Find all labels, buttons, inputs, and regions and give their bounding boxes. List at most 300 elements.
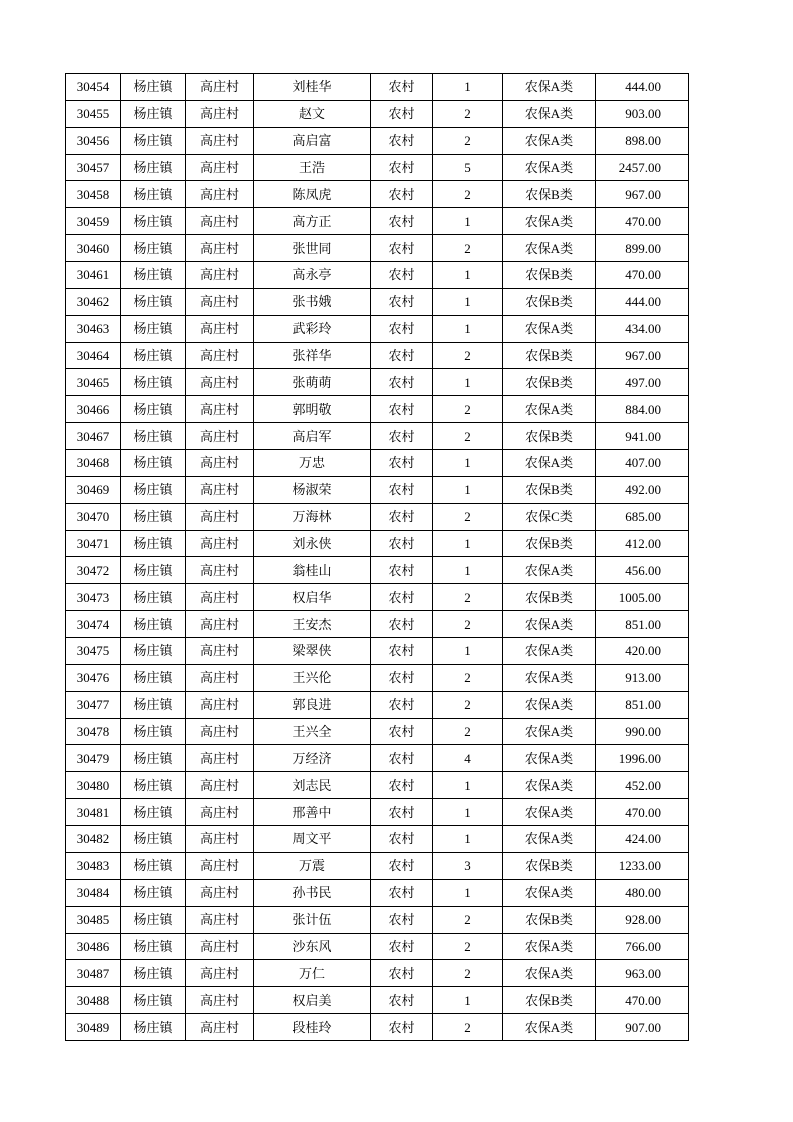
cell-category: 农保A类 [503, 315, 596, 342]
cell-amount: 907.00 [596, 1014, 689, 1041]
cell-amount: 928.00 [596, 906, 689, 933]
cell-town: 杨庄镇 [121, 396, 186, 423]
cell-amount: 884.00 [596, 396, 689, 423]
cell-name: 万海林 [254, 503, 371, 530]
cell-amount: 685.00 [596, 503, 689, 530]
cell-category: 农保A类 [503, 638, 596, 665]
cell-type: 农村 [371, 960, 433, 987]
cell-village: 高庄村 [186, 127, 254, 154]
cell-town: 杨庄镇 [121, 557, 186, 584]
cell-count: 2 [433, 181, 503, 208]
cell-amount: 492.00 [596, 476, 689, 503]
cell-id: 30477 [66, 691, 121, 718]
cell-town: 杨庄镇 [121, 450, 186, 477]
cell-name: 梁翠侠 [254, 638, 371, 665]
cell-amount: 898.00 [596, 127, 689, 154]
cell-amount: 903.00 [596, 100, 689, 127]
cell-name: 沙东风 [254, 933, 371, 960]
cell-count: 2 [433, 1014, 503, 1041]
cell-count: 1 [433, 476, 503, 503]
cell-name: 郭明敬 [254, 396, 371, 423]
cell-id: 30474 [66, 611, 121, 638]
cell-name: 高永亭 [254, 262, 371, 289]
cell-name: 陈凤虎 [254, 181, 371, 208]
cell-amount: 851.00 [596, 691, 689, 718]
cell-town: 杨庄镇 [121, 799, 186, 826]
cell-name: 张书娥 [254, 288, 371, 315]
cell-name: 高启军 [254, 423, 371, 450]
cell-count: 1 [433, 799, 503, 826]
cell-category: 农保B类 [503, 262, 596, 289]
cell-id: 30482 [66, 826, 121, 853]
cell-category: 农保B类 [503, 369, 596, 396]
cell-amount: 766.00 [596, 933, 689, 960]
cell-id: 30483 [66, 852, 121, 879]
cell-town: 杨庄镇 [121, 584, 186, 611]
cell-type: 农村 [371, 745, 433, 772]
table-row [66, 315, 689, 342]
cell-name: 赵文 [254, 100, 371, 127]
cell-town: 杨庄镇 [121, 127, 186, 154]
cell-count: 2 [433, 503, 503, 530]
cell-name: 权启美 [254, 987, 371, 1014]
table-row [66, 799, 689, 826]
cell-village: 高庄村 [186, 315, 254, 342]
cell-category: 农保B类 [503, 423, 596, 450]
cell-name: 郭良进 [254, 691, 371, 718]
cell-type: 农村 [371, 987, 433, 1014]
cell-village: 高庄村 [186, 745, 254, 772]
table-row [66, 235, 689, 262]
cell-amount: 470.00 [596, 262, 689, 289]
cell-category: 农保A类 [503, 826, 596, 853]
cell-count: 2 [433, 960, 503, 987]
cell-category: 农保A类 [503, 1014, 596, 1041]
cell-village: 高庄村 [186, 584, 254, 611]
cell-id: 30488 [66, 987, 121, 1014]
cell-id: 30480 [66, 772, 121, 799]
cell-town: 杨庄镇 [121, 745, 186, 772]
cell-town: 杨庄镇 [121, 879, 186, 906]
cell-category: 农保A类 [503, 74, 596, 101]
cell-town: 杨庄镇 [121, 315, 186, 342]
cell-village: 高庄村 [186, 154, 254, 181]
cell-count: 2 [433, 127, 503, 154]
cell-type: 农村 [371, 906, 433, 933]
cell-category: 农保A类 [503, 557, 596, 584]
cell-town: 杨庄镇 [121, 852, 186, 879]
cell-id: 30472 [66, 557, 121, 584]
cell-category: 农保A类 [503, 664, 596, 691]
cell-type: 农村 [371, 638, 433, 665]
cell-type: 农村 [371, 369, 433, 396]
cell-village: 高庄村 [186, 450, 254, 477]
cell-town: 杨庄镇 [121, 638, 186, 665]
cell-type: 农村 [371, 450, 433, 477]
cell-count: 1 [433, 772, 503, 799]
cell-village: 高庄村 [186, 181, 254, 208]
cell-name: 孙书民 [254, 879, 371, 906]
cell-id: 30454 [66, 74, 121, 101]
cell-category: 农保A类 [503, 235, 596, 262]
cell-village: 高庄村 [186, 826, 254, 853]
cell-amount: 480.00 [596, 879, 689, 906]
cell-amount: 963.00 [596, 960, 689, 987]
cell-name: 翁桂山 [254, 557, 371, 584]
table-row [66, 960, 689, 987]
cell-amount: 1005.00 [596, 584, 689, 611]
table-row [66, 879, 689, 906]
cell-count: 1 [433, 826, 503, 853]
cell-name: 高方正 [254, 208, 371, 235]
cell-type: 农村 [371, 315, 433, 342]
table-row [66, 718, 689, 745]
cell-count: 3 [433, 852, 503, 879]
cell-name: 杨淑荣 [254, 476, 371, 503]
cell-name: 王安杰 [254, 611, 371, 638]
cell-name: 万震 [254, 852, 371, 879]
cell-id: 30473 [66, 584, 121, 611]
cell-village: 高庄村 [186, 852, 254, 879]
cell-id: 30461 [66, 262, 121, 289]
table-row [66, 638, 689, 665]
cell-id: 30466 [66, 396, 121, 423]
cell-type: 农村 [371, 423, 433, 450]
cell-type: 农村 [371, 611, 433, 638]
table-row [66, 745, 689, 772]
cell-town: 杨庄镇 [121, 906, 186, 933]
cell-village: 高庄村 [186, 503, 254, 530]
cell-village: 高庄村 [186, 987, 254, 1014]
cell-name: 邢善中 [254, 799, 371, 826]
cell-category: 农保A类 [503, 933, 596, 960]
cell-amount: 452.00 [596, 772, 689, 799]
cell-category: 农保B类 [503, 181, 596, 208]
cell-village: 高庄村 [186, 1014, 254, 1041]
cell-town: 杨庄镇 [121, 933, 186, 960]
cell-id: 30457 [66, 154, 121, 181]
cell-type: 农村 [371, 288, 433, 315]
cell-category: 农保B类 [503, 288, 596, 315]
cell-category: 农保A类 [503, 100, 596, 127]
cell-category: 农保A类 [503, 799, 596, 826]
table-row [66, 933, 689, 960]
cell-village: 高庄村 [186, 369, 254, 396]
table-row [66, 772, 689, 799]
cell-type: 农村 [371, 235, 433, 262]
cell-count: 1 [433, 74, 503, 101]
cell-village: 高庄村 [186, 906, 254, 933]
cell-category: 农保A类 [503, 208, 596, 235]
cell-type: 农村 [371, 342, 433, 369]
cell-id: 30456 [66, 127, 121, 154]
table-row [66, 74, 689, 101]
cell-village: 高庄村 [186, 342, 254, 369]
table-row [66, 396, 689, 423]
cell-category: 农保A类 [503, 154, 596, 181]
cell-town: 杨庄镇 [121, 154, 186, 181]
cell-type: 农村 [371, 396, 433, 423]
cell-town: 杨庄镇 [121, 772, 186, 799]
table-row [66, 691, 689, 718]
cell-category: 农保B类 [503, 906, 596, 933]
cell-village: 高庄村 [186, 638, 254, 665]
cell-type: 农村 [371, 664, 433, 691]
cell-name: 王兴伦 [254, 664, 371, 691]
cell-type: 农村 [371, 208, 433, 235]
cell-amount: 470.00 [596, 799, 689, 826]
cell-category: 农保A类 [503, 960, 596, 987]
cell-name: 张萌萌 [254, 369, 371, 396]
cell-village: 高庄村 [186, 423, 254, 450]
cell-town: 杨庄镇 [121, 611, 186, 638]
cell-village: 高庄村 [186, 933, 254, 960]
cell-amount: 913.00 [596, 664, 689, 691]
cell-amount: 851.00 [596, 611, 689, 638]
table-row [66, 584, 689, 611]
cell-amount: 424.00 [596, 826, 689, 853]
table-row [66, 100, 689, 127]
cell-count: 2 [433, 100, 503, 127]
data-table [65, 73, 689, 1041]
table-row [66, 208, 689, 235]
table-row [66, 127, 689, 154]
cell-town: 杨庄镇 [121, 718, 186, 745]
cell-village: 高庄村 [186, 74, 254, 101]
cell-name: 王兴全 [254, 718, 371, 745]
cell-count: 2 [433, 664, 503, 691]
cell-id: 30475 [66, 638, 121, 665]
cell-village: 高庄村 [186, 772, 254, 799]
cell-id: 30487 [66, 960, 121, 987]
cell-amount: 444.00 [596, 74, 689, 101]
cell-name: 刘志民 [254, 772, 371, 799]
cell-count: 2 [433, 611, 503, 638]
table-row [66, 906, 689, 933]
cell-id: 30470 [66, 503, 121, 530]
cell-amount: 412.00 [596, 530, 689, 557]
cell-village: 高庄村 [186, 530, 254, 557]
cell-amount: 470.00 [596, 208, 689, 235]
table-row [66, 423, 689, 450]
cell-town: 杨庄镇 [121, 503, 186, 530]
table-body [66, 74, 689, 1041]
cell-id: 30463 [66, 315, 121, 342]
table-row [66, 530, 689, 557]
cell-village: 高庄村 [186, 235, 254, 262]
cell-type: 农村 [371, 503, 433, 530]
cell-name: 周文平 [254, 826, 371, 853]
cell-village: 高庄村 [186, 208, 254, 235]
cell-category: 农保A类 [503, 450, 596, 477]
cell-type: 农村 [371, 772, 433, 799]
cell-id: 30458 [66, 181, 121, 208]
cell-category: 农保B类 [503, 852, 596, 879]
cell-town: 杨庄镇 [121, 369, 186, 396]
cell-amount: 1233.00 [596, 852, 689, 879]
cell-village: 高庄村 [186, 718, 254, 745]
cell-id: 30484 [66, 879, 121, 906]
cell-type: 农村 [371, 476, 433, 503]
cell-category: 农保A类 [503, 772, 596, 799]
cell-type: 农村 [371, 826, 433, 853]
cell-amount: 967.00 [596, 342, 689, 369]
cell-type: 农村 [371, 718, 433, 745]
cell-count: 2 [433, 718, 503, 745]
cell-name: 张祥华 [254, 342, 371, 369]
cell-category: 农保A类 [503, 718, 596, 745]
cell-id: 30468 [66, 450, 121, 477]
cell-village: 高庄村 [186, 799, 254, 826]
cell-village: 高庄村 [186, 960, 254, 987]
cell-type: 农村 [371, 74, 433, 101]
cell-name: 万经济 [254, 745, 371, 772]
table-row [66, 450, 689, 477]
cell-count: 2 [433, 235, 503, 262]
cell-type: 农村 [371, 1014, 433, 1041]
cell-id: 30481 [66, 799, 121, 826]
cell-count: 1 [433, 208, 503, 235]
cell-name: 张计伍 [254, 906, 371, 933]
cell-town: 杨庄镇 [121, 530, 186, 557]
cell-id: 30485 [66, 906, 121, 933]
cell-village: 高庄村 [186, 396, 254, 423]
cell-type: 农村 [371, 262, 433, 289]
cell-amount: 1996.00 [596, 745, 689, 772]
cell-town: 杨庄镇 [121, 826, 186, 853]
cell-category: 农保B类 [503, 987, 596, 1014]
cell-id: 30464 [66, 342, 121, 369]
cell-count: 1 [433, 879, 503, 906]
cell-name: 万仁 [254, 960, 371, 987]
cell-category: 农保A类 [503, 745, 596, 772]
cell-id: 30465 [66, 369, 121, 396]
cell-count: 4 [433, 745, 503, 772]
cell-type: 农村 [371, 557, 433, 584]
cell-name: 刘桂华 [254, 74, 371, 101]
cell-amount: 456.00 [596, 557, 689, 584]
cell-count: 2 [433, 342, 503, 369]
cell-amount: 420.00 [596, 638, 689, 665]
cell-village: 高庄村 [186, 691, 254, 718]
cell-village: 高庄村 [186, 664, 254, 691]
cell-town: 杨庄镇 [121, 987, 186, 1014]
cell-count: 1 [433, 315, 503, 342]
cell-category: 农保B类 [503, 476, 596, 503]
cell-amount: 2457.00 [596, 154, 689, 181]
cell-type: 农村 [371, 799, 433, 826]
cell-village: 高庄村 [186, 288, 254, 315]
cell-town: 杨庄镇 [121, 100, 186, 127]
cell-name: 张世同 [254, 235, 371, 262]
cell-count: 5 [433, 154, 503, 181]
cell-name: 万忠 [254, 450, 371, 477]
cell-id: 30467 [66, 423, 121, 450]
table-row [66, 154, 689, 181]
cell-town: 杨庄镇 [121, 262, 186, 289]
cell-count: 1 [433, 987, 503, 1014]
cell-id: 30476 [66, 664, 121, 691]
cell-name: 刘永侠 [254, 530, 371, 557]
table-row [66, 369, 689, 396]
cell-count: 2 [433, 396, 503, 423]
cell-count: 1 [433, 557, 503, 584]
cell-village: 高庄村 [186, 611, 254, 638]
table-row [66, 503, 689, 530]
cell-name: 王浩 [254, 154, 371, 181]
cell-type: 农村 [371, 154, 433, 181]
cell-id: 30460 [66, 235, 121, 262]
cell-count: 2 [433, 584, 503, 611]
cell-village: 高庄村 [186, 879, 254, 906]
cell-category: 农保B类 [503, 530, 596, 557]
cell-category: 农保A类 [503, 127, 596, 154]
cell-id: 30479 [66, 745, 121, 772]
cell-amount: 434.00 [596, 315, 689, 342]
cell-category: 农保A类 [503, 691, 596, 718]
cell-town: 杨庄镇 [121, 664, 186, 691]
cell-category: 农保A类 [503, 611, 596, 638]
table-row [66, 826, 689, 853]
cell-category: 农保A类 [503, 396, 596, 423]
table-row [66, 611, 689, 638]
cell-count: 1 [433, 369, 503, 396]
cell-type: 农村 [371, 584, 433, 611]
cell-name: 高启富 [254, 127, 371, 154]
cell-category: 农保C类 [503, 503, 596, 530]
cell-id: 30478 [66, 718, 121, 745]
cell-town: 杨庄镇 [121, 423, 186, 450]
cell-village: 高庄村 [186, 557, 254, 584]
cell-village: 高庄村 [186, 100, 254, 127]
cell-count: 1 [433, 288, 503, 315]
table-row [66, 1014, 689, 1041]
cell-name: 段桂玲 [254, 1014, 371, 1041]
cell-count: 1 [433, 530, 503, 557]
cell-amount: 941.00 [596, 423, 689, 450]
table-row [66, 288, 689, 315]
cell-id: 30469 [66, 476, 121, 503]
cell-id: 30486 [66, 933, 121, 960]
cell-amount: 899.00 [596, 235, 689, 262]
cell-amount: 444.00 [596, 288, 689, 315]
cell-amount: 497.00 [596, 369, 689, 396]
cell-amount: 407.00 [596, 450, 689, 477]
cell-id: 30459 [66, 208, 121, 235]
cell-amount: 990.00 [596, 718, 689, 745]
cell-count: 2 [433, 423, 503, 450]
cell-name: 武彩玲 [254, 315, 371, 342]
cell-type: 农村 [371, 933, 433, 960]
cell-amount: 967.00 [596, 181, 689, 208]
cell-count: 1 [433, 450, 503, 477]
cell-type: 农村 [371, 181, 433, 208]
table-row [66, 262, 689, 289]
cell-count: 2 [433, 906, 503, 933]
cell-town: 杨庄镇 [121, 1014, 186, 1041]
cell-town: 杨庄镇 [121, 476, 186, 503]
cell-type: 农村 [371, 852, 433, 879]
cell-town: 杨庄镇 [121, 960, 186, 987]
table-row [66, 852, 689, 879]
cell-town: 杨庄镇 [121, 74, 186, 101]
table-row [66, 664, 689, 691]
cell-id: 30455 [66, 100, 121, 127]
cell-count: 2 [433, 933, 503, 960]
cell-amount: 470.00 [596, 987, 689, 1014]
cell-category: 农保B类 [503, 584, 596, 611]
cell-town: 杨庄镇 [121, 235, 186, 262]
